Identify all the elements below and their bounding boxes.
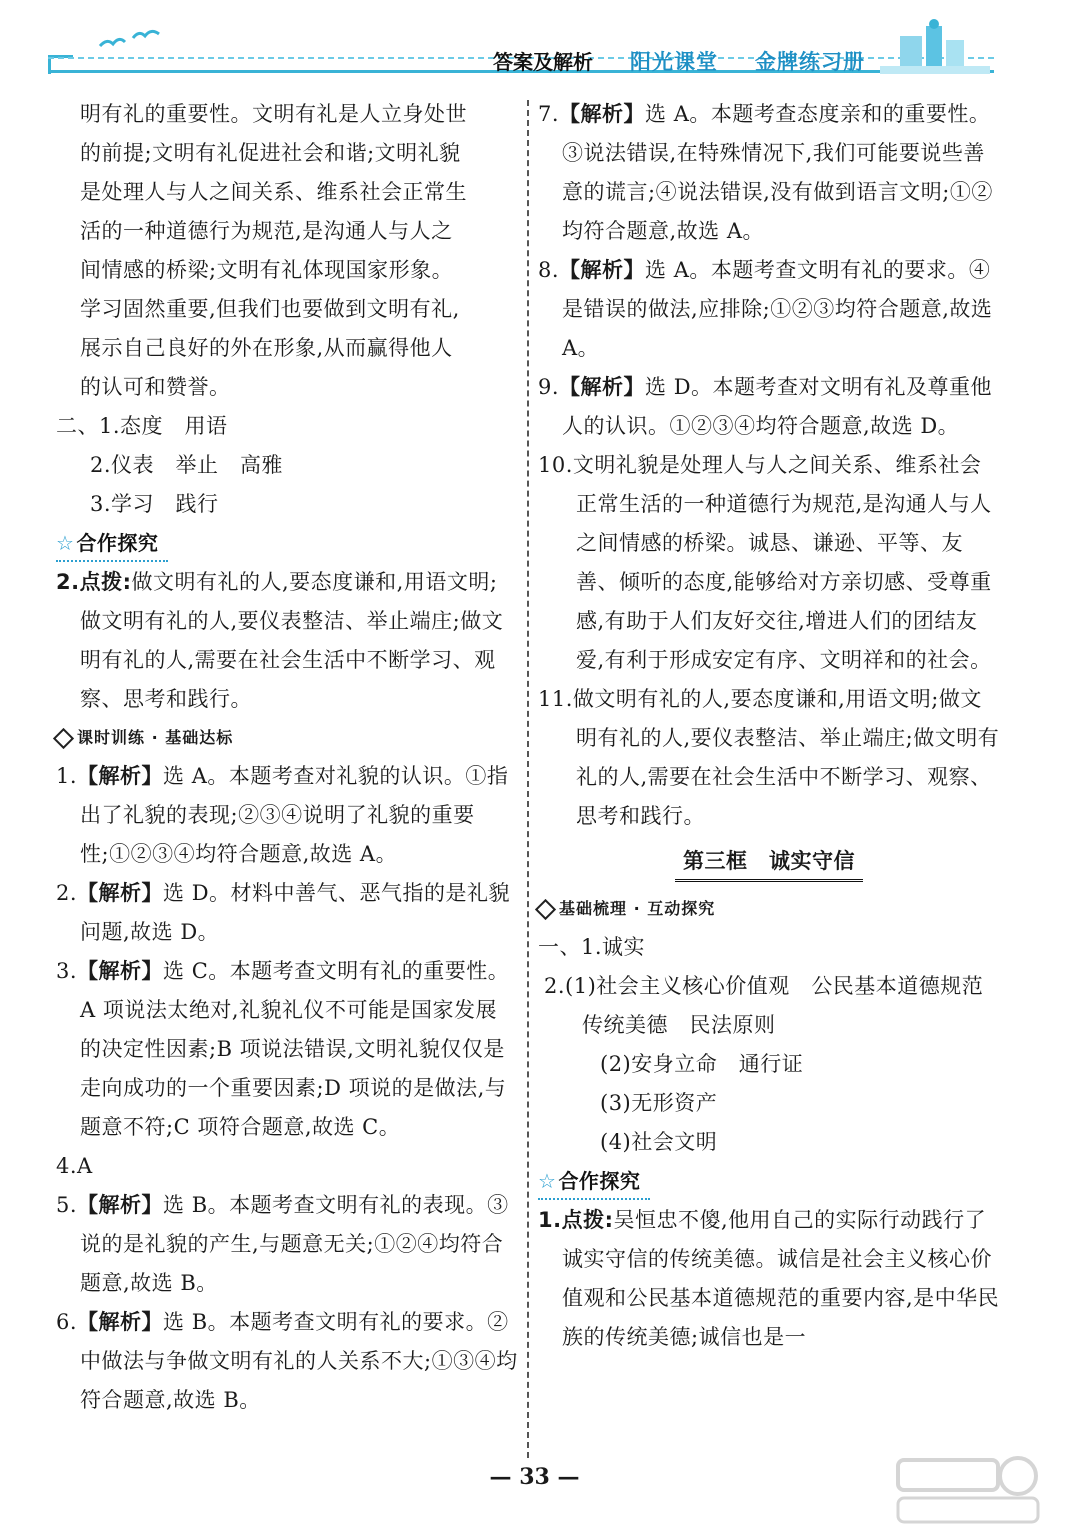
fill-item: 3.学习 践行: [90, 492, 219, 516]
diamond-icon: [535, 899, 556, 920]
watermark-logo: [888, 1450, 1048, 1530]
cooperation-answer: 1.点拨:吴恒忠不傻,他用自己的实际行动践行了诚实守信的传统美德。诚信是社会主义核心价值观和公民基本道德规范的重要内容,是中华民族的传统美德;诚信也是一: [538, 1208, 1000, 1349]
answer-item: 3.【解析】选 C。本题考查文明有礼的重要性。A 项说法太绝对,礼貌礼仪不可能是国家发展的决定性因素;B 项说法错误,文明礼貌仅仅是走向成功的一个重要因素;D 项说的是做法,与题意不符;C 项符合题意,故选 C。: [56, 959, 510, 1139]
basic-item: 一、1.诚实: [538, 935, 646, 959]
answer-item: 1.【解析】选 A。本题考查对礼貌的认识。①指出了礼貌的表现;②③④说明了礼貌的重要性;①②③④均符合题意,故选 A。: [56, 764, 509, 866]
star-icon: ☆: [538, 1169, 557, 1193]
text-line: 学习固然重要,但我们也要做到文明有礼,: [80, 297, 460, 321]
text-line: 间情感的桥梁;文明有礼体现国家形象。: [80, 258, 454, 282]
continued-paragraph: [56, 95, 518, 407]
basic-heading: 基础梳理 · 互动探究: [538, 892, 1000, 926]
page-number: — 33 —: [489, 1464, 580, 1490]
answer-item: 11.做文明有礼的人,要态度谦和,用语文明;做文明有礼的人,要仪表整洁、举止端庄;做文明有礼的人,需要在社会生活中不断学习、观察、思考和践行。: [538, 687, 1000, 828]
header-answers-label: 答案及解析: [493, 50, 593, 74]
basic-item: (3)无形资产: [600, 1091, 718, 1115]
text-line: 活的一种道德行为规范,是沟通人与人之: [80, 219, 453, 243]
answer-item: 10.文明礼貌是处理人与人之间关系、维系社会正常生活的一种道德行为规范,是沟通人与人之间情感的桥梁。诚恳、谦逊、平等、友善、倾听的态度,能够给对方亲切感、受尊重感,有助于人们友好交往,增进人们的团结友爱,有利于形成安定有序、文明祥和的社会。: [538, 453, 992, 672]
answer-item: 9.【解析】选 D。本题考查对文明有礼及尊重他人的认识。①②③④均符合题意,故选 D。: [538, 375, 993, 438]
answer-item: 6.【解析】选 B。本题考查文明有礼的要求。②中做法与争做文明有礼的人关系不大;①③④均符合题意,故选 B。: [56, 1310, 518, 1412]
answer-item: 2.【解析】选 D。材料中善气、恶气指的是礼貌问题,故选 D。: [56, 881, 511, 944]
header-brand-subtitle: 金牌练习册: [755, 50, 865, 74]
left-column: [56, 95, 518, 1420]
diamond-icon: [53, 728, 74, 749]
answer-item: 8.【解析】选 A。本题考查文明有礼的要求。④是错误的做法,应排除;①②③均符合题意,故选 A。: [538, 258, 993, 360]
fill-item: 二、1.态度 用语: [56, 414, 228, 438]
text-line: 的前提;文明有礼促进社会和谐;文明礼貌: [80, 141, 461, 165]
answer-item: 4.A: [56, 1154, 93, 1178]
basic-item: 2.(1)社会主义核心价值观 公民基本道德规范 传统美德 民法原则: [544, 974, 1005, 1037]
column-divider: [527, 100, 529, 1458]
section-title: 第三框 诚实守信: [538, 842, 1000, 882]
text-line: 的认可和赞誉。: [80, 375, 231, 399]
basic-item: (4)社会文明: [600, 1130, 718, 1154]
fill-item: 2.仪表 举止 高雅: [90, 453, 284, 477]
cooperation-heading: ☆ 合作探究: [538, 1162, 1000, 1201]
cooperation-heading: ☆ 合作探究: [56, 524, 518, 563]
answer-item: 7.【解析】选 A。本题考查态度亲和的重要性。③说法错误,在特殊情况下,我们可能要说些善意的谎言;④说法错误,没有做到语言文明;①②均符合题意,故选 A。: [538, 102, 993, 243]
text-line: 明有礼的重要性。文明有礼是人立身处世: [80, 102, 467, 126]
basic-item: (2)安身立命 通行证: [600, 1052, 804, 1076]
header-brand-title: 阳光课堂: [630, 50, 718, 74]
training-heading: 课时训练 · 基础达标: [56, 721, 518, 755]
star-icon: ☆: [56, 531, 75, 555]
answer-item: 5.【解析】选 B。本题考查文明有礼的表现。③说的是礼貌的产生,与题意无关;①②④均符合题意,故选 B。: [56, 1193, 509, 1295]
text-line: 展示自己良好的外在形象,从而赢得他人: [80, 336, 453, 360]
page-header: [0, 0, 1069, 90]
text-line: 是处理人与人之间关系、维系社会正常生: [80, 180, 467, 204]
right-column: [538, 95, 1005, 1357]
header-decoration-icon: [880, 18, 990, 76]
cooperation-answer: 2.点拨:做文明有礼的人,要态度谦和,用语文明;做文明有礼的人,要仪表整洁、举止端庄;做文明有礼的人,需要在社会生活中不断学习、观察、思考和践行。: [56, 570, 504, 711]
birds-icon: [95, 28, 165, 58]
